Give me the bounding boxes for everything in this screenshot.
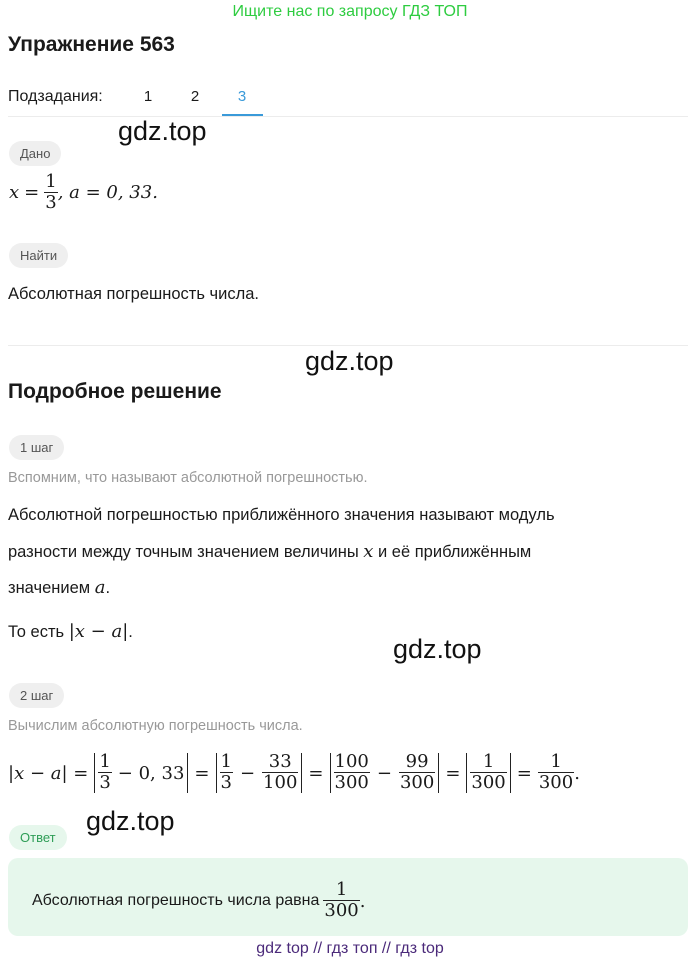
step1-line2 <box>8 541 531 563</box>
given-chip: Дано <box>9 141 61 166</box>
tab-subtask-2[interactable]: 2 <box>190 88 200 105</box>
given-a-part: , a = 0, 33. <box>57 182 158 204</box>
subtasks-label: Подзадания: <box>8 88 103 105</box>
watermark: gdz.top <box>305 346 394 376</box>
var-a: a <box>94 577 106 598</box>
step2-chip: 2 шаг <box>9 683 64 708</box>
minus-value: − 0, 33 <box>117 762 185 784</box>
frac-den: 300 <box>399 772 435 794</box>
given-x-num: 1 <box>45 171 57 192</box>
step1-thatis <box>8 621 133 643</box>
frac-num: 1 <box>99 751 111 773</box>
given-x-var: x <box>9 182 20 204</box>
watermark: gdz.top <box>86 806 175 836</box>
frac-num: 33 <box>268 751 292 773</box>
abs-group-3 <box>330 753 440 793</box>
tab-subtask-1[interactable]: 1 <box>143 88 153 105</box>
step1-line1: Абсолютной погрешностью приближённого значения называют модуль <box>8 506 555 524</box>
top-banner: Ищите нас по запросу ГДЗ ТОП <box>232 3 468 20</box>
frac-num: 99 <box>405 751 429 773</box>
footer-links[interactable]: gdz top // гдз топ // гдз top <box>256 940 444 957</box>
answer-text <box>32 876 366 926</box>
tab-subtask-3[interactable]: 3 <box>237 88 247 105</box>
answer-period: . <box>359 890 366 912</box>
answer-label: Абсолютная погрешность числа равна <box>32 892 320 909</box>
frac-den: 300 <box>471 772 506 794</box>
divider <box>8 116 688 117</box>
frac-den: 3 <box>99 772 111 794</box>
equals: = <box>308 762 324 784</box>
lhs: |x − a| = <box>8 762 89 784</box>
frac-den: 3 <box>220 772 232 794</box>
given-equals: = <box>24 182 40 204</box>
frac-num: 1 <box>482 751 495 773</box>
frac-num: 1 <box>550 751 562 773</box>
step1-line2-pre: разности между точным значением величины <box>8 543 364 561</box>
given-x-den: 3 <box>45 191 57 213</box>
step1-hint: Вспомним, что называют абсолютной погрешностью. <box>8 470 368 486</box>
watermark: gdz.top <box>393 634 482 664</box>
step2-formula <box>8 745 580 801</box>
step1-chip: 1 шаг <box>9 435 64 460</box>
step1-line2-post: и её приближённым <box>373 543 532 561</box>
frac-num: 1 <box>220 751 232 773</box>
abs-group-1 <box>94 753 188 793</box>
period: . <box>574 762 580 784</box>
var-x: x <box>363 541 374 562</box>
step2-hint: Вычислим абсолютную погрешность числа. <box>8 718 303 734</box>
thatis-post: . <box>128 623 133 641</box>
thatis-pre: То есть <box>8 623 69 641</box>
answer-den: 300 <box>324 900 359 922</box>
page-title: Упражнение 563 <box>8 33 175 56</box>
watermark: gdz.top <box>118 116 207 146</box>
step1-line3-pre: значением <box>8 579 95 597</box>
step1-line3 <box>8 577 110 599</box>
minus: − <box>239 762 256 784</box>
abs-group-2 <box>216 753 303 793</box>
equals: = <box>194 762 210 784</box>
find-text: Абсолютная погрешность числа. <box>8 285 259 303</box>
frac-den: 300 <box>334 772 369 794</box>
answer-num: 1 <box>335 879 348 901</box>
solution-title: Подробное решение <box>8 380 222 403</box>
given-fraction <box>44 173 57 213</box>
minus: − <box>376 762 392 784</box>
equals: = <box>516 762 532 784</box>
answer-chip: Ответ <box>9 825 67 850</box>
find-chip: Найти <box>9 243 68 268</box>
frac-num: 100 <box>334 751 369 773</box>
given-formula <box>9 173 158 213</box>
equals: = <box>445 762 461 784</box>
abs-expr: |x − a| <box>68 621 129 642</box>
frac-den: 100 <box>263 772 298 794</box>
step1-line3-post: . <box>105 579 111 597</box>
frac-den: 300 <box>538 772 574 794</box>
abs-group-4 <box>466 753 510 793</box>
